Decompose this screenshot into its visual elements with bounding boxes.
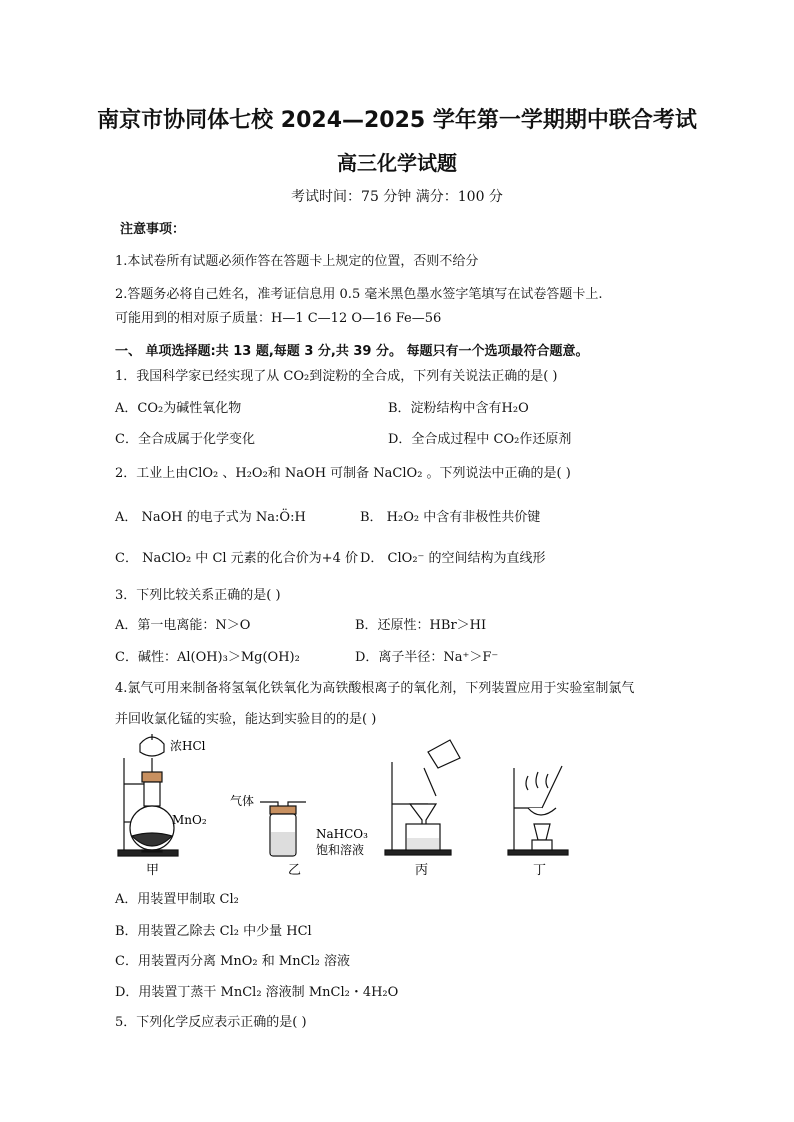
question-1-option-c: C．全合成属于化学变化 bbox=[115, 432, 255, 447]
question-4-option-a: A．用装置甲制取 Cl₂ bbox=[115, 892, 239, 907]
question-3-option-a: A．第一电离能：N＞O bbox=[115, 618, 251, 633]
label-nahco3: NaHCO₃ bbox=[316, 827, 368, 841]
question-5-stem: 5．下列化学反应表示正确的是( ) bbox=[115, 1015, 307, 1030]
notice-item-2: 2.答题务必将自己姓名，准考证信息用 0.5 毫米黑色墨水签字笔填写在试卷答题卡上. bbox=[115, 287, 603, 302]
apparatus-jia bbox=[118, 734, 178, 856]
question-1-option-b: B．淀粉结构中含有H₂O bbox=[388, 401, 529, 416]
label-hcl: 浓HCl bbox=[170, 739, 206, 753]
label-yi: 乙 bbox=[288, 863, 302, 878]
atomic-mass-line: 可能用到的相对原子质量：H—1 C—12 O—16 Fe—56 bbox=[115, 311, 442, 326]
exam-title: 南京市协同体七校 2024—2025 学年第一学期期中联合考试 bbox=[97, 108, 697, 133]
question-1-option-d: D．全合成过程中 CO₂作还原剂 bbox=[388, 432, 572, 447]
question-3-option-c: C．碱性：Al(OH)₃＞Mg(OH)₂ bbox=[115, 650, 300, 665]
apparatus-figure bbox=[110, 732, 580, 880]
question-4-option-b: B．用装置乙除去 Cl₂ 中少量 HCl bbox=[115, 924, 312, 939]
label-saturated: 饱和溶液 bbox=[316, 843, 365, 857]
question-4-option-c: C．用装置丙分离 MnO₂ 和 MnCl₂ 溶液 bbox=[115, 954, 351, 969]
question-2-option-b: B． H₂O₂ 中含有非极性共价键 bbox=[360, 510, 541, 525]
question-4-stem-line-2: 并回收氯化锰的实验，能达到实验目的的是( ) bbox=[115, 712, 377, 727]
label-mno2: MnO₂ bbox=[172, 813, 207, 827]
label-ding: 丁 bbox=[533, 863, 547, 878]
question-2-option-a: A． NaOH 的电子式为 Na:Ö:H bbox=[115, 510, 306, 525]
question-3-stem: 3．下列比较关系正确的是( ) bbox=[115, 588, 281, 603]
question-2-option-d: D． ClO₂⁻ 的空间结构为直线形 bbox=[360, 551, 546, 566]
question-1-stem: 1．我国科学家已经实现了从 CO₂到淀粉的全合成，下列有关说法正确的是( ) bbox=[115, 369, 558, 384]
apparatus-ding bbox=[508, 766, 568, 855]
question-1-option-a: A．CO₂为碱性氧化物 bbox=[115, 401, 242, 416]
exam-meta: 考试时间：75 分钟 满分：100 分 bbox=[291, 189, 503, 205]
label-gas: 气体 bbox=[230, 794, 255, 808]
question-3-option-d: D．离子半径：Na⁺＞F⁻ bbox=[355, 650, 499, 665]
notice-item-1: 1.本试卷所有试题必须作答在答题卡上规定的位置，否则不给分 bbox=[115, 254, 479, 269]
question-4-stem-line-1: 4.氯气可用来制备将氢氧化铁氧化为高铁酸根离子的氧化剂，下列装置应用于实验室制氯气 bbox=[115, 681, 635, 696]
question-3-option-b: B．还原性：HBr＞HI bbox=[355, 618, 487, 633]
apparatus-yi bbox=[260, 802, 306, 856]
question-2-option-c: C． NaClO₂ 中 Cl 元素的化合价为+4 价 bbox=[115, 551, 358, 566]
section-heading: 一、 单项选择题:共 13 题,每题 3 分,共 39 分。 每题只有一个选项最符合题意。 bbox=[115, 344, 589, 359]
label-jia: 甲 bbox=[146, 863, 160, 878]
question-2-stem: 2．工业上由ClO₂ 、H₂O₂和 NaOH 可制备 NaClO₂ 。下列说法中正确的是( ) bbox=[115, 466, 571, 481]
apparatus-bing bbox=[385, 740, 460, 855]
notice-heading: 注意事项： bbox=[120, 222, 186, 237]
exam-subtitle: 高三化学试题 bbox=[337, 151, 457, 175]
question-4-option-d: D．用装置丁蒸干 MnCl₂ 溶液制 MnCl₂・4H₂O bbox=[115, 985, 399, 1000]
label-bing: 丙 bbox=[415, 863, 429, 878]
